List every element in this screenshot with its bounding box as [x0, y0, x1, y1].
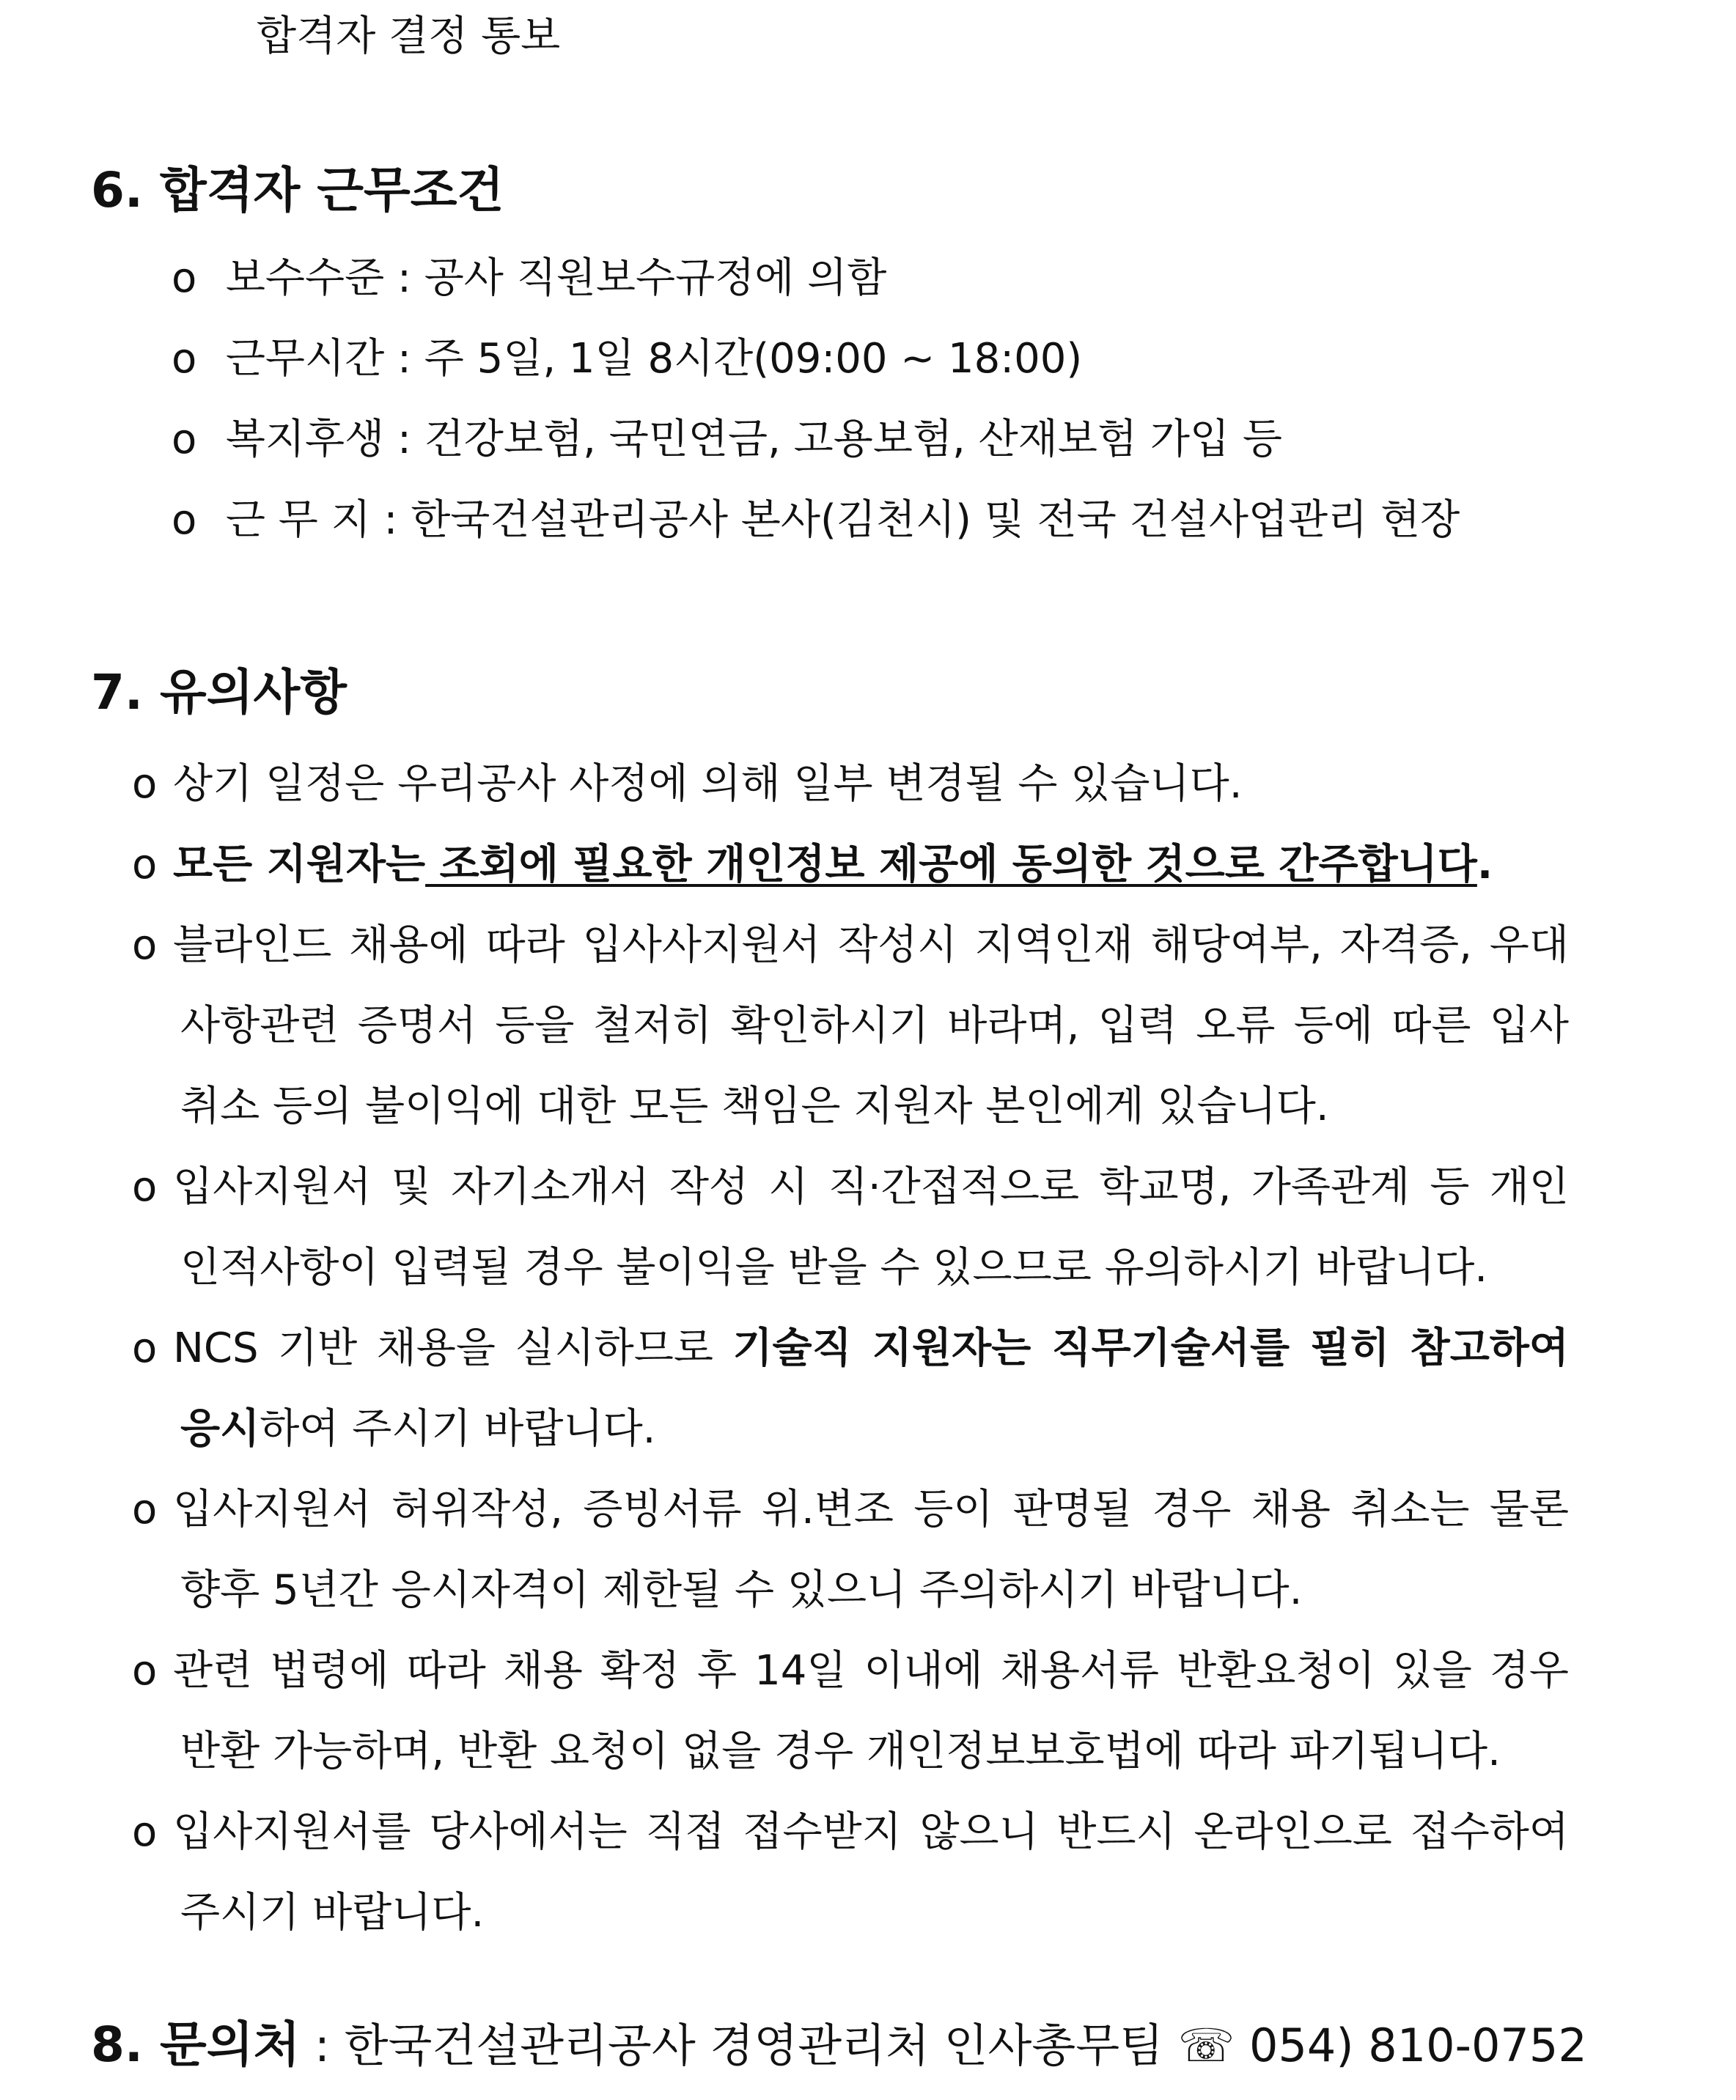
note-privacy-consent: [132, 836, 1569, 894]
condition-pay: [172, 249, 886, 308]
note-line: 사항관련 증명서 등을 철저히 확인하시기 바라며, 입력 오류 등에 따른 입사: [180, 1002, 1569, 1050]
condition-sep: :: [397, 416, 411, 463]
note-bold-text: 모든 지원자는: [173, 841, 426, 888]
condition-welfare: [172, 410, 1282, 469]
note-line: 입사지원서를 당사에서는 직접 접수받지 않으니 반드시 온라인으로 접수하여: [173, 1808, 1569, 1856]
note-schedule-change: [132, 755, 1569, 814]
note-end: .: [1476, 841, 1493, 888]
note-false-application: [132, 1481, 1569, 1620]
bullet: o: [132, 1325, 158, 1372]
condition-label: 근무시간: [225, 335, 385, 383]
condition-hours: [172, 330, 1082, 388]
note-line: 입사지원서 및 자기소개서 작성 시 직·간접적으로 학교명, 가족관계 등 개인: [173, 1163, 1569, 1211]
note-online-application: [132, 1803, 1569, 1942]
bullet: o: [132, 1163, 158, 1211]
bullet: o: [132, 841, 158, 888]
contact-sep: :: [314, 2019, 330, 2072]
condition-sep: :: [397, 254, 411, 302]
section7-title: 7. 유의사항: [91, 664, 347, 721]
note-line: 향후 5년간 응시자격이 제한될 수 있으니 주의하시기 바랍니다.: [180, 1566, 1303, 1614]
note-line: 블라인드 채용에 따라 입사사지원서 작성시 지역인재 해당여부, 자격증, 우대: [173, 921, 1569, 969]
bullet: o: [172, 335, 197, 383]
section8-label: 8. 문의처: [91, 2016, 301, 2073]
note-document-return: [132, 1642, 1569, 1781]
note-line: 하여 주시기 바랍니다.: [260, 1405, 656, 1453]
note-line: 관련 법령에 따라 채용 확정 후 14일 이내에 채용서류 반환요청이 있을 경우: [173, 1647, 1569, 1695]
note-line: 인적사항이 입력될 경우 불이익을 받을 수 있으므로 유의하시기 바랍니다.: [180, 1244, 1488, 1292]
condition-value: 건강보험, 국민연금, 고용보험, 산재보험 가입 등: [424, 416, 1282, 463]
note-bold-text: 응시: [180, 1405, 260, 1453]
header-fragment: 합격자 결정 통보: [257, 12, 561, 60]
note-line: NCS 기반 채용을 실시하므로: [173, 1325, 733, 1372]
contact-phone: 054) 810-0752: [1249, 2019, 1587, 2072]
note-line: 반환 가능하며, 반환 요청이 없을 경우 개인정보보호법에 따라 파기됩니다.: [180, 1728, 1501, 1775]
note-text: 상기 일정은 우리공사 사정에 의해 일부 변경될 수 있습니다.: [173, 760, 1243, 808]
condition-value: 주 5일, 1일 8시간(09:00 ~ 18:00): [424, 335, 1083, 383]
note-bold-text: 기술직 지원자는 직무기술서를 필히 참고하여: [732, 1325, 1570, 1372]
note-ncs: [132, 1319, 1569, 1459]
note-line: 주시기 바랍니다.: [180, 1889, 485, 1937]
condition-value: 공사 직원보수규정에 의함: [424, 254, 887, 302]
bullet: o: [132, 760, 158, 808]
note-personal-info: [132, 1158, 1569, 1297]
section8-contact: [91, 2012, 1587, 2079]
note-blind-hiring: [132, 916, 1569, 1136]
bullet: o: [172, 496, 197, 544]
bullet: o: [132, 1808, 158, 1856]
condition-location: [172, 491, 1460, 550]
contact-org: 한국건설관리공사 경영관리처 인사총무팀: [344, 2019, 1164, 2072]
note-line: 취소 등의 불이익에 대한 모든 책임은 지원자 본인에게 있습니다.: [180, 1083, 1329, 1130]
condition-value: 한국건설관리공사 본사(김천시) 및 전국 건설사업관리 현장: [411, 496, 1460, 544]
bullet: o: [132, 921, 158, 969]
bullet: o: [132, 1647, 158, 1695]
condition-sep: :: [383, 496, 398, 544]
phone-icon: ☏: [1177, 2019, 1235, 2072]
condition-label: 근 무 지: [225, 496, 371, 544]
bullet: o: [172, 254, 197, 302]
condition-label: 복지후생: [225, 416, 385, 463]
bullet: o: [172, 416, 197, 463]
section6-title: 6. 합격자 근무조건: [91, 162, 504, 218]
condition-label: 보수수준: [225, 254, 385, 302]
note-line: 입사지원서 허위작성, 증빙서류 위.변조 등이 판명될 경우 채용 취소는 물론: [173, 1486, 1569, 1533]
bullet: o: [132, 1486, 158, 1533]
condition-sep: :: [397, 335, 411, 383]
note-underline-text: 조회에 필요한 개인정보 제공에 동의한 것으로 간주합니다: [425, 841, 1477, 888]
